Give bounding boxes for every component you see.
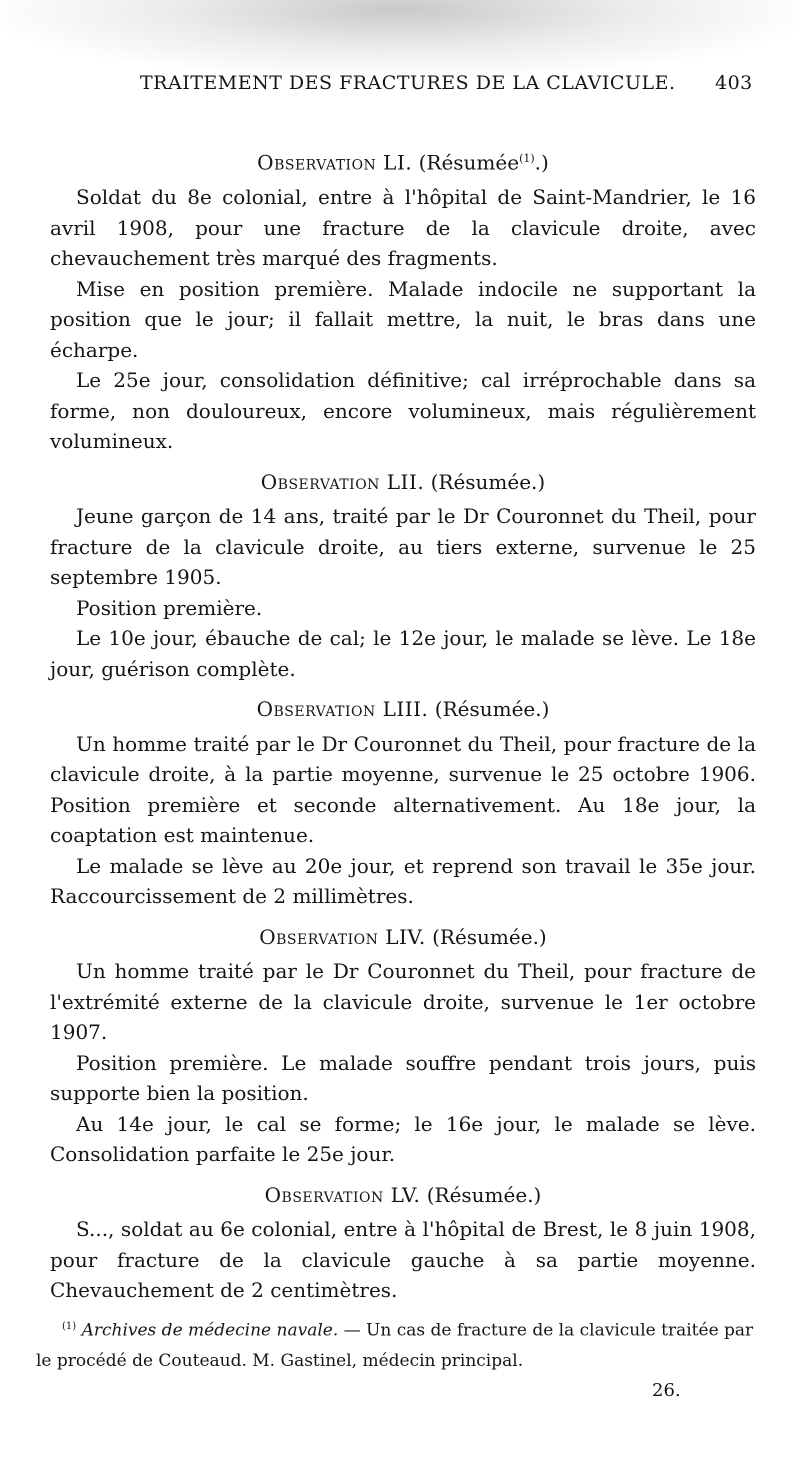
observation-note: (Résumée: [418, 150, 520, 175]
observation-note: (Résumée.): [434, 697, 550, 722]
footnote-source: Archives de médecine navale.: [81, 1320, 339, 1341]
observation-label: Observation LII.: [260, 469, 425, 494]
paragraph: Le 10e jour, ébauche de cal; le 12e jour, le malade se lève. Le 18e jour, guérison complète.: [50, 626, 756, 681]
paragraph: Position première.: [76, 595, 263, 620]
observation-note: (Résumée.): [430, 469, 546, 494]
page-number: 403: [715, 72, 753, 94]
observation-heading: [50, 1180, 756, 1211]
paragraph: Jeune garçon de 14 ans, traité par le Dr Couronnet du Theil, pour fracture de la clavicule droite, au tiers externe, survenue le 25 septembre 1905.: [50, 504, 756, 590]
footnotes: [36, 1312, 756, 1376]
observation-note-end: .): [534, 150, 549, 175]
observation-heading: [50, 922, 756, 953]
paragraph: Un homme traité par le Dr Couronnet du Theil, pour fracture de la clavicule droite, à la partie moyenne, survenue le 25 octobre 1906. Position première et seconde alternativement. Au 18e jour, la coaptation est maintenue.: [50, 731, 756, 848]
paragraph: Position première. Le malade souffre pendant trois jours, puis supporte bien la position.: [50, 1050, 756, 1106]
footnote-ref: (1): [519, 152, 535, 165]
observation-label: Observation LV.: [264, 1182, 421, 1207]
running-title: TRAITEMENT DES FRACTURES DE LA CLAVICULE.: [140, 72, 676, 94]
footnote-marker: (1): [62, 1321, 77, 1332]
paragraph: S..., soldat au 6e colonial, entre à l'hôpital de Brest, le 8 juin 1908, pour fracture de la clavicule gauche à sa partie moyenne. Chevauchement de 2 centimètres.: [50, 1217, 756, 1303]
paragraph: Au 14e jour, le cal se forme; le 16e jour, le malade se lève. Consolidation parfaite le 25e jour.: [50, 1111, 756, 1167]
observation-label: Observation LIII.: [256, 697, 429, 722]
paragraph: Mise en position première. Malade indocile ne supportant la position que le jour; il fallait mettre, la nuit, le bras dans une écharpe.: [50, 276, 756, 362]
footnote: [36, 1312, 756, 1376]
paragraph: Le 25e jour, consolidation définitive; cal irréprochable dans sa forme, non douloureux, encore volumineux, mais régulièrement volumineux.: [50, 368, 756, 454]
paragraph: Le malade se lève au 20e jour, et reprend son travail le 35e jour. Raccourcissement de 2 millimètres.: [50, 853, 756, 909]
paragraph: Un homme traité par le Dr Couronnet du Theil, pour fracture de l'extrémité externe de la clavicule droite, survenue le 1er octobre 1907.: [50, 959, 756, 1045]
observation-heading: [50, 694, 756, 725]
observation-heading: [50, 467, 756, 498]
paragraph: Soldat du 8e colonial, entre à l'hôpital de Saint-Mandrier, le 16 avril 1908, pour une fracture de la clavicule droite, avec chevauchement très marqué des fragments.: [50, 185, 756, 271]
observation-label: Observation LI.: [257, 150, 413, 175]
observation-note: (Résumée.): [432, 924, 547, 949]
footnote-text: — Un cas de fracture de la clavicule traitée par le procédé de Couteaud. M. Gastinel, médecin principal.: [36, 1320, 754, 1371]
observation-heading: [50, 144, 756, 178]
signature-mark: 26.: [652, 1380, 681, 1401]
observation-label: Observation LIV.: [259, 924, 426, 949]
page-body: [50, 134, 756, 1306]
observation-note: (Résumée.): [426, 1182, 542, 1207]
